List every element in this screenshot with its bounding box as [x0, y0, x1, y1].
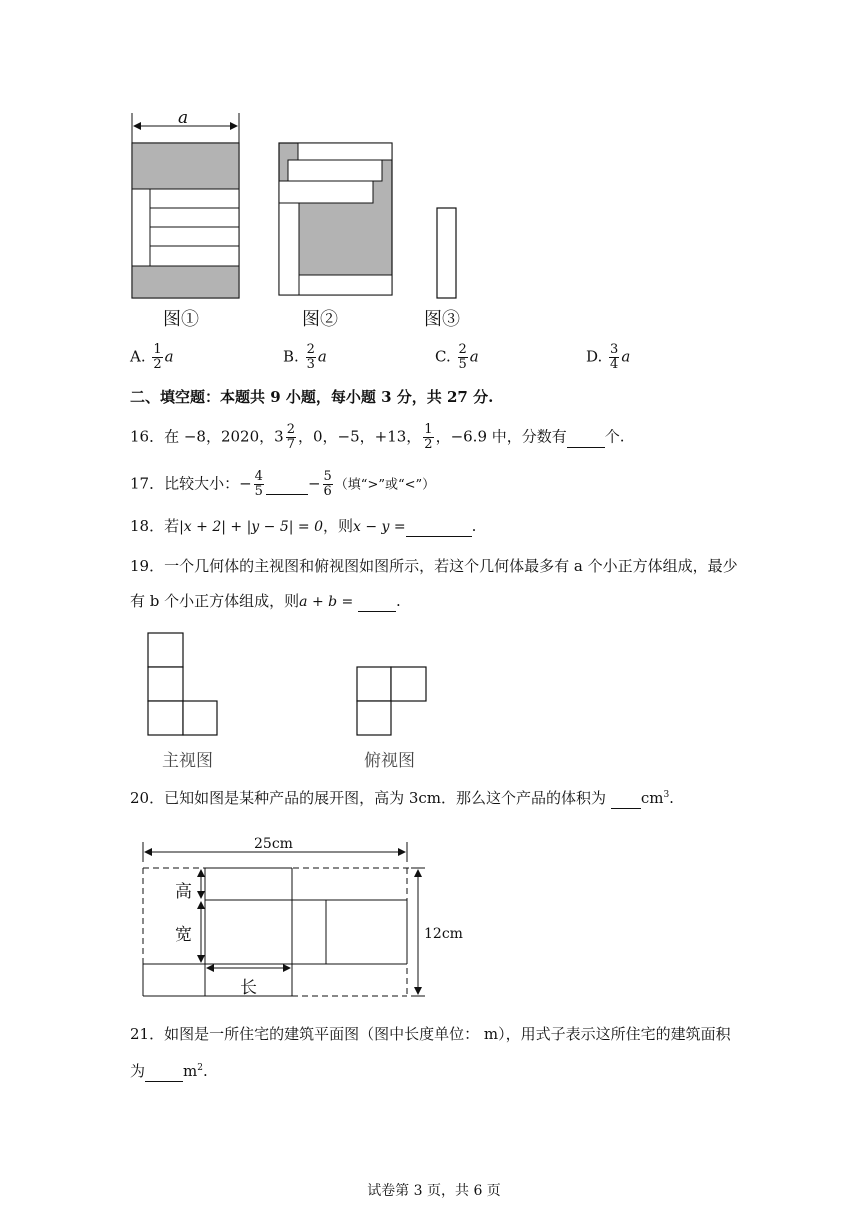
- height-label: 高: [175, 882, 192, 902]
- figure-2-caption: 图②: [302, 309, 338, 330]
- absolute-value-equation: |x + 2| + |y − 5| = 0: [179, 519, 324, 535]
- answer-blank-18[interactable]: [406, 516, 472, 537]
- front-view: [148, 633, 217, 735]
- answer-blank-17[interactable]: [266, 474, 308, 495]
- option-d[interactable]: D. $\frac{3}{4}$ a: [586, 342, 631, 372]
- option-b-fraction: $\frac{2}{3}$: [306, 342, 315, 372]
- width-label: 宽: [175, 925, 192, 945]
- front-view-caption: 主视图: [162, 751, 213, 771]
- question-16: 16．在 −8，2020，3 $\frac{2}{7}$ ，0，−5，+13， $\frac{1}{2}$ ，−6.9 中，分数有 个.: [130, 422, 625, 452]
- option-c-fraction: $\frac{2}{5}$: [458, 342, 467, 372]
- q20-net-diagram: [135, 830, 465, 1005]
- figure-1-caption: 图①: [163, 309, 199, 330]
- figure-3-caption: 图③: [424, 309, 460, 330]
- answer-blank-20[interactable]: [611, 788, 641, 809]
- q19-views: [140, 625, 440, 740]
- figure-2: [279, 143, 392, 295]
- top-view: [357, 667, 426, 735]
- dimension-top-label: 25cm: [254, 836, 293, 852]
- figure-1-width-label: a: [178, 108, 189, 128]
- option-a-fraction: $\frac{1}{2}$: [153, 342, 162, 372]
- figure-3: [437, 208, 456, 298]
- question-17: 17．比较大小：− $\frac{4}{5}$ − $\frac{5}{6}$ （填“>”或“<”）: [130, 469, 436, 499]
- answer-blank-21[interactable]: [145, 1061, 183, 1082]
- section-heading: 二、填空题：本题共 9 小题，每小题 3 分，共 27 分.: [130, 388, 494, 406]
- page-footer: 试卷第 3 页，共 6 页: [367, 1183, 501, 1199]
- length-label: 长: [240, 978, 257, 998]
- question-20: 20．已知如图是某种产品的展开图，高为 3cm．那么这个产品的体积为 $cm^3$.: [130, 789, 674, 807]
- option-a[interactable]: A. $\frac{1}{2}$ a: [130, 342, 174, 372]
- option-b[interactable]: B. $\frac{2}{3}$ a: [283, 342, 327, 372]
- question-21-line-1: 21．如图是一所住宅的建筑平面图（图中长度单位： m），用式子表示这所住宅的建筑面积: [130, 1025, 731, 1043]
- dimension-right-label: 12cm: [424, 926, 463, 942]
- option-d-fraction: $\frac{3}{4}$: [610, 342, 619, 372]
- figure-1: [132, 113, 239, 298]
- question-18: 18．若|x + 2| + |y − 5| = 0，则x − y = .: [130, 517, 477, 535]
- question-19-line-2: 有 b 个小正方体组成，则a + b = .: [130, 592, 401, 610]
- option-c[interactable]: C. $\frac{2}{5}$ a: [435, 342, 479, 372]
- question-21-line-2: 为 $m^2$.: [130, 1062, 208, 1080]
- question-19-line-1: 19．一个几何体的主视图和俯视图如图所示，若这个几何体最多有 a 个小正方体组成，最少: [130, 557, 738, 575]
- mixed-fraction: $\frac{2}{7}$: [286, 422, 295, 452]
- top-view-caption: 俯视图: [364, 751, 415, 771]
- half-fraction: $\frac{1}{2}$: [424, 422, 433, 452]
- answer-blank-19[interactable]: [358, 591, 396, 612]
- answer-blank-16[interactable]: [567, 427, 605, 448]
